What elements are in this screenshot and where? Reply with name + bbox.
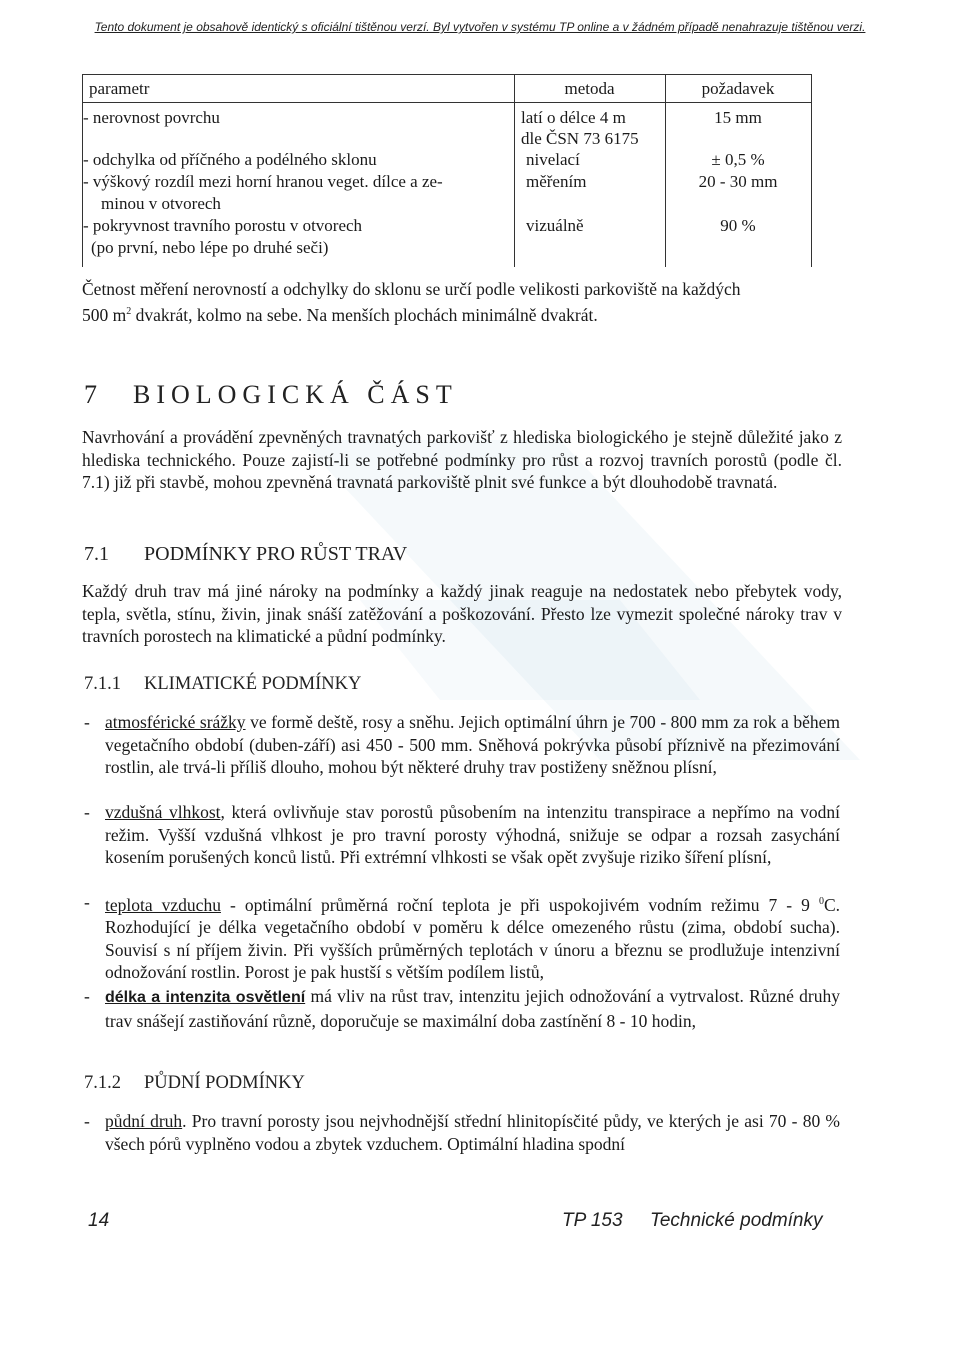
list-item: - vzdušná vlhkost, která ovlivňuje stav porostů působením na intenzitu transpirace a nepřímo na vodní režim. Vyšší vzdušná vlhkost je pro travní porosty výhodná, snižuje se odpar a rozsah zasychání kosením porušených konců listů. Při extrémní vlhkosti se však opět zvyšuje riziko šíření plísní, bbox=[84, 802, 840, 867]
measurement-note-line2: 500 $m^2$ dvakrát, kolmo na sebe. Na menších plochách minimálně dvakrát. bbox=[82, 304, 598, 325]
section-7-text: Navrhování a provádění zpevněných travnatých parkovišť z hlediska biologického je stejně důležité jako z hlediska technického. Pouze zajistí-li se potřebné podmínky pro růst a rozvoj travních porostů (podle čl. 7.1) již při stavbě, mohou zpevněná travnatá parkoviště plnit své funkce a být dlouhodobě travnatá. bbox=[82, 427, 842, 492]
header-requirement: požadavek bbox=[701, 79, 775, 98]
row-method: dle ČSN 73 6175 bbox=[521, 129, 639, 148]
list-item: - teplota vzduchu - optimální průměrná roční teplota je při uspokojivém vodním režimu 7 - 9 $^0$C. Rozhodující je délka vegetačního období v poměru k délce omezeného růstu (zima, období sucha). Souvisí s ní příjem živin. Při vyšších průměrných teplotách v únoru a březnu se prodlužuje intenzivní odnožování rostlin. Porost je pak hustší s větším podílem listů, bbox=[84, 892, 841, 983]
list-item: - délka a intenzita osvětlení má vliv na růst trav, intenzitu jejich odnožování a vytrvalost. Různé druhy trav snášejí zastiňování různě, doporučuje se maximální doba zastínění 8 - 10 hodin, bbox=[84, 986, 840, 1031]
list-item: - atmosférické srážky ve formě deště, rosy a sněhu. Jejich optimální úhrn je 700 - 800 mm za rok a během vegetačního období (duben-září) asi 450 - 500 mm. Sněhová pokrývka působí příznivě na přezimování rostlin, ale trvá-li příliš dlouho, mohou být některé druhy trav postiženy sněžnou plísní, bbox=[84, 712, 840, 777]
page-number: 14 bbox=[88, 1210, 110, 1231]
measurement-note-line1: Četnost měření nerovností a odchylky do sklonu se určí podle velikosti parkoviště na každých bbox=[82, 279, 741, 299]
row-requirement: 15 mm bbox=[714, 108, 762, 127]
row-param: minou v otvorech bbox=[101, 194, 221, 213]
row-method: nivelací bbox=[526, 150, 580, 169]
parameter-table bbox=[82, 74, 812, 267]
header-method: metoda bbox=[564, 79, 615, 98]
section-7-1-2-heading: 7.1.2 PŮDNÍ PODMÍNKY bbox=[84, 1073, 305, 1093]
header-param: parametr bbox=[89, 79, 150, 98]
section-7-1-1-heading: 7.1.1 KLIMATICKÉ PODMÍNKY bbox=[84, 674, 362, 694]
measurement-note bbox=[82, 278, 842, 326]
row-param: - odchylka od příčného a podélného sklonu bbox=[83, 150, 377, 169]
row-method: vizuálně bbox=[526, 216, 584, 235]
row-param: - nerovnost povrchu bbox=[83, 108, 220, 127]
section-7-1-heading: 7.1 PODMÍNKY PRO RŮST TRAV bbox=[84, 543, 408, 565]
row-param: - pokryvnost travního porostu v otvorech bbox=[83, 216, 363, 235]
footer-doc-title: Technické podmínky bbox=[650, 1210, 823, 1231]
table-header-divider bbox=[83, 102, 811, 103]
row-method: latí o délce 4 m bbox=[521, 108, 626, 127]
footer-doc-id: TP 153 bbox=[562, 1210, 623, 1231]
table-column-divider bbox=[514, 75, 515, 267]
section-7-heading: 7 BIOLOGICKÁ ČÁST bbox=[84, 380, 458, 409]
section-7-1-text: Každý druh trav má jiné nároky na podmínky a každý jinak reaguje na nedostatek nebo přebytek vody, tepla, světla, stínu, živin, jinak snáší zatěžování a poškozování. Přesto lze vymezit společné nároky trav v travních porostech na klimatické a půdní podmínky. bbox=[82, 581, 842, 646]
row-param: (po první, nebo lépe po druhé seči) bbox=[91, 238, 329, 257]
list-item: - půdní druh. Pro travní porosty jsou nejvhodnější střední hlinitopísčité půdy, ve kterých je asi 70 - 80 % všech pórů vyplněno vodou a zbytek vzduchem. Optimální hladina spodní bbox=[84, 1111, 840, 1154]
row-requirement: 20 - 30 mm bbox=[698, 172, 778, 191]
document-notice: Tento dokument je obsahově identický s oficiální tištěnou verzí. Byl vytvořen v systému TP online a v žádném případě nenahrazuje tištěnou verzi. bbox=[94, 20, 866, 34]
row-requirement: ± 0,5 % bbox=[711, 150, 765, 169]
row-param: - výškový rozdíl mezi horní hranou veget. dílce a ze- bbox=[83, 172, 443, 191]
row-method: měřením bbox=[526, 172, 587, 191]
row-requirement: 90 % bbox=[720, 216, 756, 235]
